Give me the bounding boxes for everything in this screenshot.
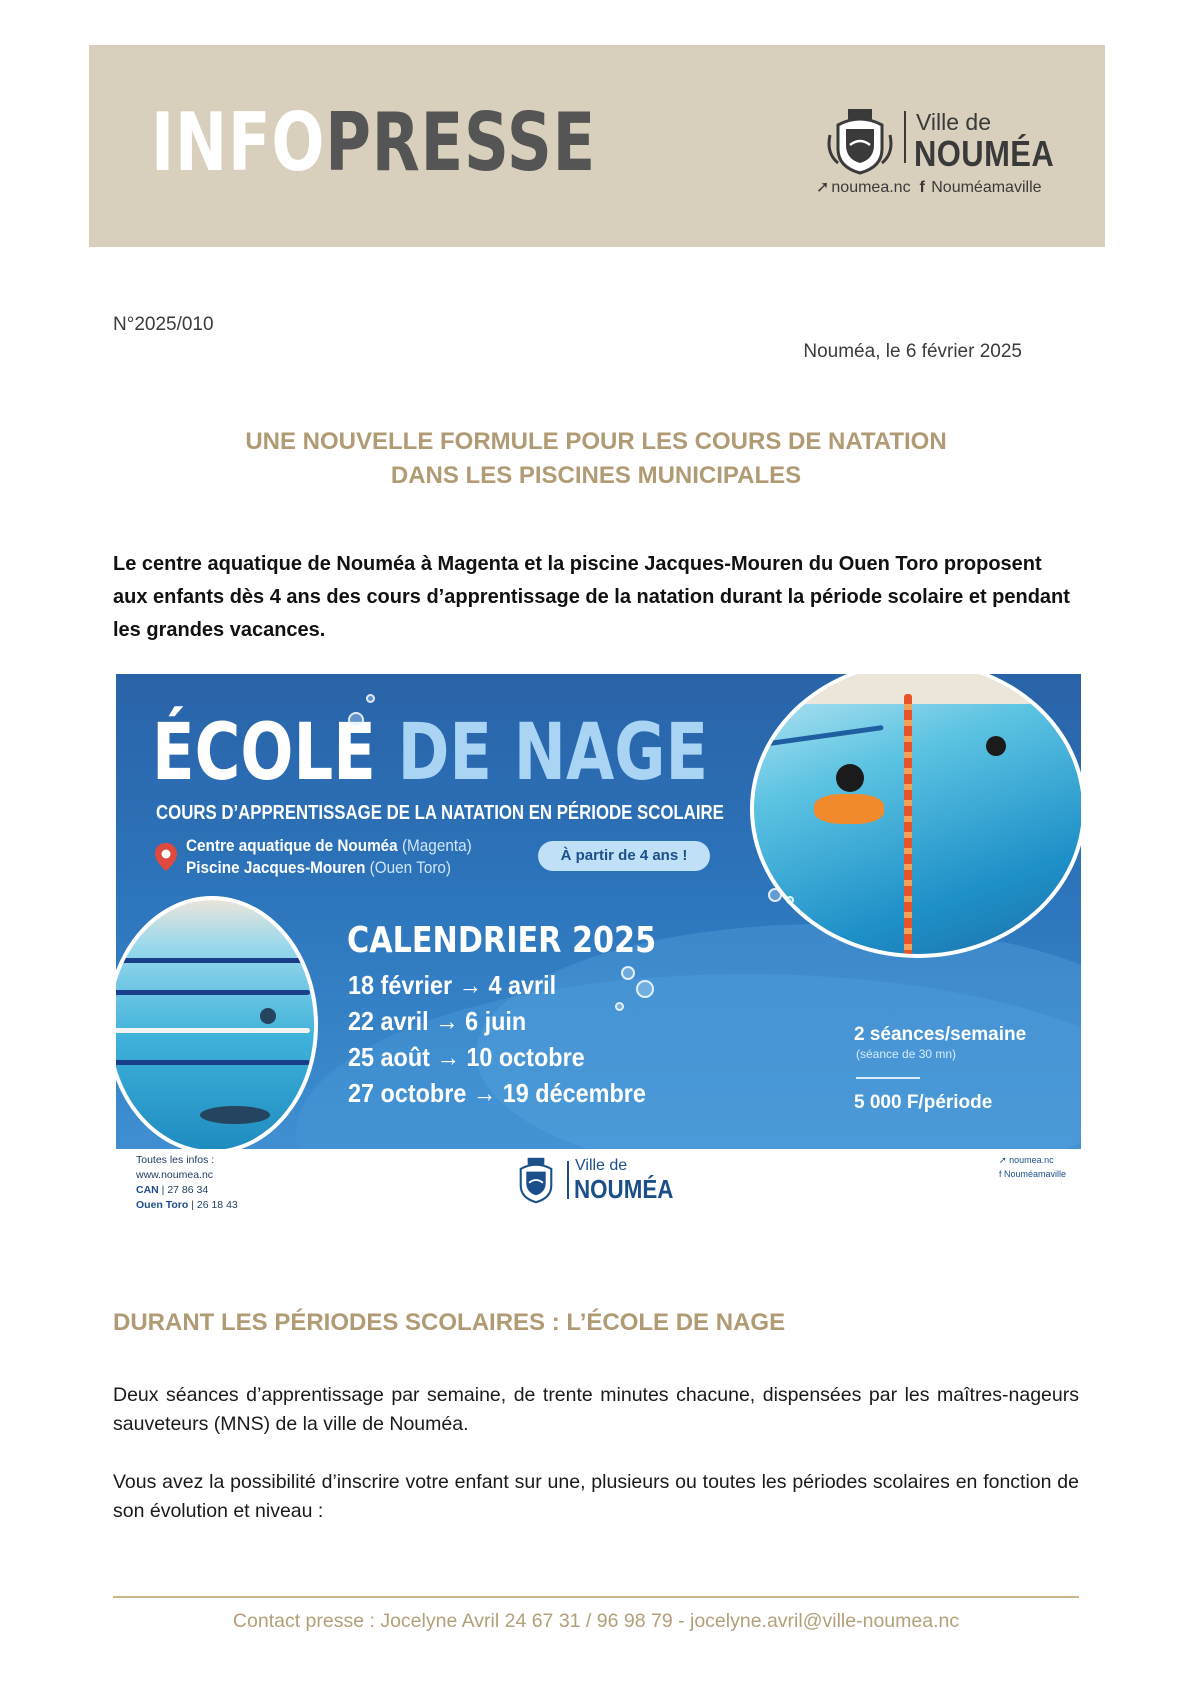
location-line xyxy=(186,858,451,878)
poster-ville-logo xyxy=(511,1155,691,1205)
noumea-crest-icon xyxy=(824,105,896,177)
can-phone: 27 86 34 xyxy=(167,1184,209,1196)
period-end: 6 juin xyxy=(465,1006,527,1036)
strip-fb xyxy=(999,1167,1066,1181)
ouen-toro-label: Ouen Toro xyxy=(136,1199,189,1211)
web-arrow-icon: ➚ xyxy=(816,179,830,196)
facebook-icon: f xyxy=(919,179,925,196)
bubble-decoration xyxy=(786,896,794,904)
poster-contact-infos xyxy=(136,1153,238,1213)
ouen-toro-phone: 26 18 43 xyxy=(196,1199,238,1211)
period-end: 10 octobre xyxy=(466,1042,585,1072)
bubble-decoration xyxy=(768,888,782,902)
logo-separator xyxy=(567,1161,569,1199)
poster-title-de-nage: DE NAGE xyxy=(397,708,709,798)
strip-web xyxy=(999,1153,1066,1167)
section-paragraph-2: Vous avez la possibilité d’inscrire votre enfant sur une, plusieurs ou toutes les périodes scolaires en fonction de son évolution et niveau : xyxy=(113,1471,1079,1522)
noumea-crest-icon xyxy=(511,1155,561,1205)
period-start: 27 octobre xyxy=(348,1078,467,1108)
pool-photo-swimmers xyxy=(750,674,1081,958)
swimmer xyxy=(200,1106,270,1124)
press-title xyxy=(113,425,1079,493)
arrow-icon: → xyxy=(436,1042,460,1072)
poster-subtitle: COURS D’APPRENTISSAGE DE LA NATATION EN PÉRIODE SCOLAIRE xyxy=(156,802,724,824)
poster-title xyxy=(152,708,709,798)
footer-divider xyxy=(113,1596,1079,1598)
calendar-period xyxy=(348,1042,585,1073)
facebook-link[interactable]: Nouméamaville xyxy=(931,179,1042,196)
location-name: Piscine Jacques-Mouren xyxy=(186,858,366,877)
lane-rope xyxy=(116,990,310,995)
pool-photo-lanes xyxy=(116,896,318,1149)
strip-ville-de: Ville de xyxy=(575,1157,628,1174)
swimmer-head xyxy=(986,736,1006,756)
infos-label: Toutes les infos : xyxy=(136,1154,215,1166)
bubble-decoration xyxy=(621,966,635,980)
lane-rope xyxy=(116,1060,310,1065)
section-heading: DURANT LES PÉRIODES SCOLAIRES : L’ÉCOLE DE NAGE xyxy=(113,1309,786,1336)
title-line-2: DANS LES PISCINES MUNICIPALES xyxy=(390,462,802,489)
logo-noumea: NOUMÉA xyxy=(914,133,1055,174)
location-area: (Magenta) xyxy=(401,836,472,855)
arrow-icon: → xyxy=(472,1078,497,1108)
period-start: 25 août xyxy=(348,1042,430,1072)
kickboard xyxy=(814,794,884,824)
price-divider xyxy=(856,1077,920,1079)
title-line-1: UNE NOUVELLE FORMULE POUR LES COURS DE NATATION xyxy=(245,428,947,455)
strip-social-links xyxy=(999,1153,1066,1181)
period-start: 22 avril xyxy=(348,1006,429,1036)
swimmer-head xyxy=(260,1008,276,1024)
brand-info-word: INFO xyxy=(151,96,326,189)
period-end: 19 décembre xyxy=(502,1078,646,1108)
logo-separator xyxy=(904,111,906,163)
bubble-decoration xyxy=(348,712,364,728)
website-link[interactable]: noumea.nc xyxy=(831,179,911,196)
lane-rope xyxy=(116,958,310,963)
period-end: 4 avril xyxy=(488,970,557,1000)
sessions-per-week: 2 séances/semaine xyxy=(854,1024,1027,1045)
pool-wall xyxy=(754,674,1081,704)
infos-website: www.noumea.nc xyxy=(136,1169,214,1181)
lead-paragraph: Le centre aquatique de Nouméa à Magenta et la piscine Jacques-Mouren du Ouen Toro proposent aux enfants dès 4 ans des cours d’apprentissage de la natation durant la période scolaire et pendant les grandes vacances. xyxy=(113,553,1070,641)
section-paragraph-1: Deux séances d’apprentissage par semaine, de trente minutes chacune, dispensées par les maîtres-nageurs sauveteurs (MNS) de la ville de Nouméa. xyxy=(113,1384,1079,1435)
arrow-icon: → xyxy=(435,1006,459,1036)
bubble-decoration xyxy=(636,980,654,998)
strip-web-label: noumea.nc xyxy=(1009,1155,1054,1165)
strip-fb-label: Nouméamaville xyxy=(1004,1169,1067,1179)
info-presse-brand xyxy=(151,96,597,189)
press-header xyxy=(89,45,1105,247)
calendar-period xyxy=(348,970,556,1001)
arrow-icon: → xyxy=(458,970,483,1000)
age-badge: À partir de 4 ans ! xyxy=(538,841,710,871)
web-arrow-icon: ➚ xyxy=(999,1155,1007,1165)
lane-rope xyxy=(754,725,883,748)
strip-noumea: NOUMÉA xyxy=(574,1174,674,1204)
poster-title-ecole: ÉCOLE xyxy=(152,708,376,798)
bubble-decoration xyxy=(366,694,375,703)
logo-ville-de: Ville de xyxy=(916,109,992,135)
facebook-icon: f xyxy=(999,1169,1002,1179)
price-per-period: 5 000 F/période xyxy=(854,1092,993,1113)
calendar-title: CALENDRIER 2025 xyxy=(347,920,657,961)
calendar-period xyxy=(348,1078,646,1109)
logo-social-links xyxy=(816,177,1042,197)
location-pin-icon xyxy=(154,842,178,872)
session-duration-note: (séance de 30 mn) xyxy=(856,1047,957,1061)
press-date: Nouméa, le 6 février 2025 xyxy=(803,341,1022,362)
period-start: 18 février xyxy=(348,970,453,1000)
press-contact-footer: Contact presse : Jocelyne Avril 24 67 31 / 96 98 79 - jocelyne.avril@ville-noumea.nc xyxy=(232,1610,960,1632)
bubble-decoration xyxy=(615,1002,624,1011)
ville-noumea-logo xyxy=(816,103,1056,196)
swimmer-head xyxy=(836,764,864,792)
brand-presse-word: PRESSE xyxy=(325,96,597,189)
calendar-period xyxy=(348,1006,526,1037)
poster-info-strip xyxy=(116,1149,1081,1209)
location-line xyxy=(186,836,472,856)
location-area: (Ouen Toro) xyxy=(369,858,452,877)
infos-can: CAN | 27 86 34 xyxy=(136,1184,209,1196)
press-reference: N°2025/010 xyxy=(113,314,214,335)
lane-rope xyxy=(116,1028,310,1033)
can-label: CAN xyxy=(136,1184,159,1196)
lane-rope xyxy=(904,694,912,958)
ecole-de-nage-poster xyxy=(116,674,1081,1149)
infos-ouen-toro: Ouen Toro | 26 18 43 xyxy=(136,1199,238,1211)
location-name: Centre aquatique de Nouméa xyxy=(186,836,398,855)
